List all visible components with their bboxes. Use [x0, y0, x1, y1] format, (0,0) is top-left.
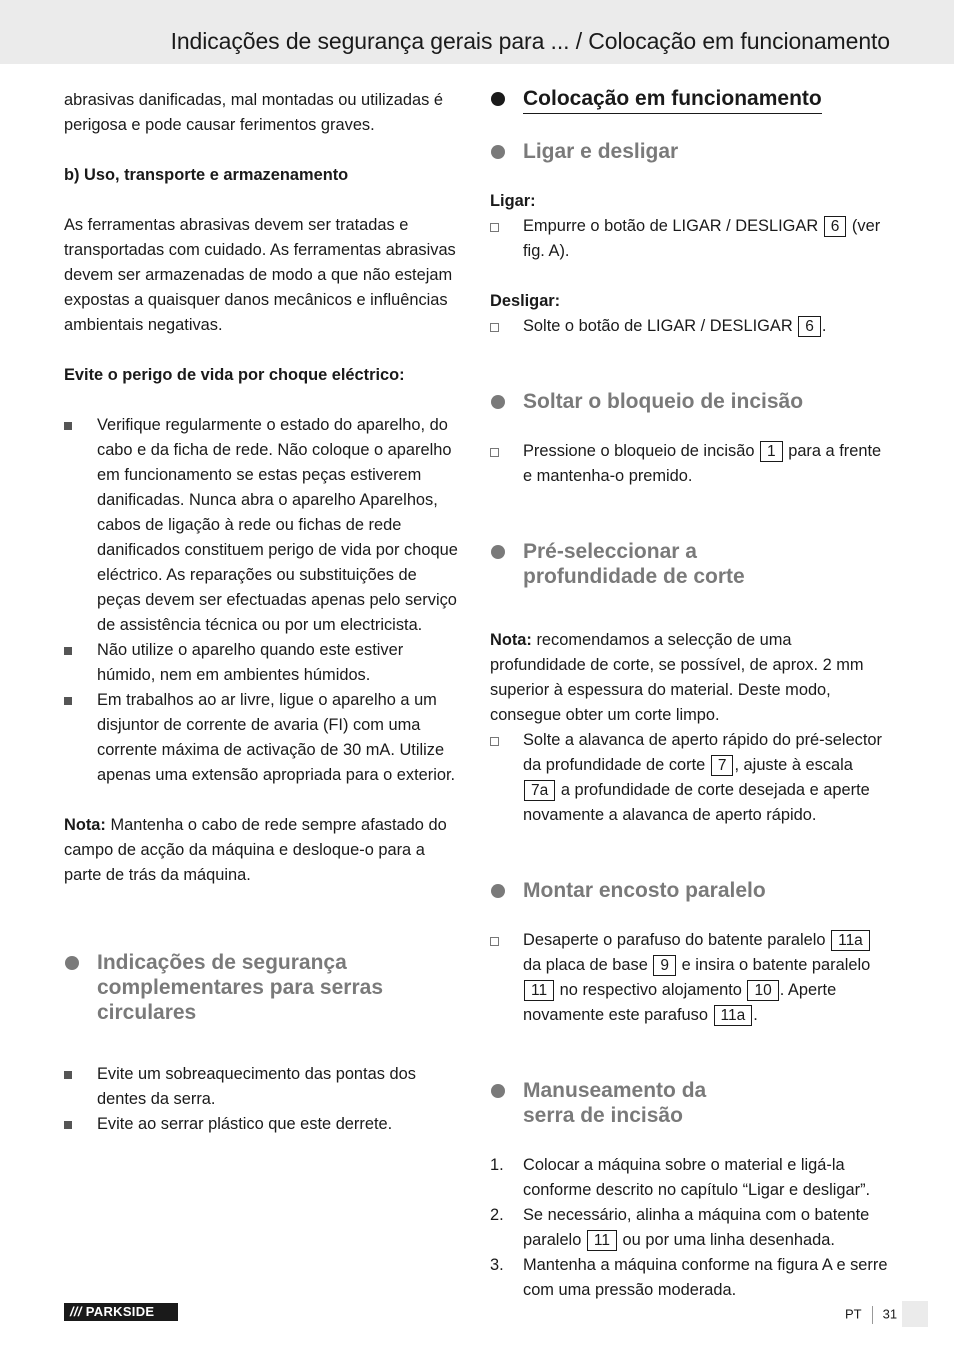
note-paragraph [64, 813, 464, 888]
list-item-text: Evite ao serrar plástico que este derrete. [97, 1115, 393, 1133]
part-ref: 9 [653, 955, 676, 976]
brand-name: PARKSIDE [85, 1304, 155, 1319]
list-item [64, 413, 464, 638]
part-ref: 11a [714, 1005, 753, 1026]
text: no respectivo alojamento [559, 981, 742, 999]
square-bullet-icon [64, 697, 72, 705]
logo-stripes-icon: /// [70, 1304, 82, 1319]
square-bullet-icon [64, 1121, 72, 1129]
bullet-dot-icon [491, 395, 505, 409]
main-heading [490, 86, 890, 114]
part-ref: 11 [524, 980, 554, 1001]
list-item [64, 1062, 464, 1112]
text: a profundidade de corte desejada e aperte novamente a alavanca de aperto rápido. [523, 781, 870, 824]
section-heading-text: Soltar o bloqueio de incisão [523, 390, 804, 413]
text: Se necessário, alinha a máquina com o batente paralelo [523, 1206, 870, 1249]
checkbox-bullet-icon [490, 737, 499, 746]
list-item [490, 728, 890, 828]
text: Pressione o bloqueio de incisão [523, 442, 755, 460]
square-bullet-icon [64, 647, 72, 655]
note-text: Mantenha o cabo de rede sempre afastado do campo de acção da máquina e desloque-o para a parte de trás da máquina. [64, 816, 447, 884]
transport-paragraph: As ferramentas abrasivas devem ser tratadas e transportadas com cuidado. As ferramentas abrasivas devem ser armazenadas de modo a que não estejam expostas a quaisquer danos mecânicos e influências ambientais negativas. [64, 216, 456, 334]
bullet-dot-icon [491, 884, 505, 898]
list-item [64, 638, 464, 688]
right-column [490, 86, 890, 1303]
note-text: recomendamos a selecção de uma profundidade de corte, se possível, de aprox. 2 mm superior à espessura do material. Deste modo, consegue obter um corte limpo. [490, 631, 864, 724]
text: . [821, 317, 827, 335]
square-bullet-icon [64, 422, 72, 430]
numbered-item [490, 1203, 890, 1253]
text: da placa de base [523, 956, 648, 974]
checkbox-bullet-icon [490, 223, 499, 232]
section-heading-text: Ligar e desligar [523, 140, 679, 163]
list-item-text: Evite um sobreaquecimento das pontas dos dentes da serra. [97, 1065, 416, 1108]
part-ref: 7 [711, 755, 734, 776]
text: Empurre o botão de LIGAR / DESLIGAR [523, 217, 819, 235]
left-column [64, 86, 464, 1137]
intro-paragraph: abrasivas danificadas, mal montadas ou utilizadas é perigosa e pode causar ferimentos graves. [64, 91, 444, 134]
page-header [0, 0, 954, 64]
list-item [64, 688, 464, 788]
list-item [490, 439, 890, 489]
on-label: Ligar: [490, 192, 536, 210]
language-code: PT [845, 1306, 862, 1322]
text: , ajuste à escala [734, 756, 853, 774]
text: . [753, 1006, 758, 1024]
subheading-use-transport: b) Uso, transporte e armazenamento [64, 166, 349, 184]
part-ref: 6 [798, 316, 821, 337]
list-item [490, 314, 890, 339]
item-number: 3. [490, 1256, 504, 1274]
text: ou por uma linha desenhada. [622, 1231, 835, 1249]
section-heading-text: Pré-seleccionar a profundidade de corte [523, 540, 745, 588]
part-ref: 11a [831, 930, 870, 951]
list-item [490, 928, 890, 1028]
text: . Aperte novamente este parafuso [523, 981, 837, 1024]
section-heading-text: Montar encosto paralelo [523, 879, 766, 902]
square-bullet-icon [64, 1071, 72, 1079]
page-title: Indicações de segurança gerais para ... / Colocação em funcionamento [170, 28, 890, 54]
checkbox-bullet-icon [490, 323, 499, 332]
text: e insira o batente paralelo [681, 956, 871, 974]
list-item-text: Não utilize o aparelho quando este estiver húmido, nem em ambientes húmidos. [97, 641, 404, 684]
page-number: 31 [882, 1306, 898, 1322]
checkbox-bullet-icon [490, 448, 499, 457]
section-heading-text: Indicações de segurança complementares para serras circulares [97, 951, 383, 1024]
section-heading-handling [490, 1078, 890, 1128]
bullet-dot-icon [491, 1084, 505, 1098]
section-heading-plunge-lock [490, 389, 890, 414]
off-label: Desligar: [490, 292, 561, 310]
item-number: 2. [490, 1206, 504, 1224]
note-label: Nota: [64, 816, 106, 834]
divider [872, 1306, 873, 1324]
item-number: 1. [490, 1156, 504, 1174]
text: para a frente e mantenha-o premido. [523, 442, 882, 485]
text: Solte o botão de LIGAR / DESLIGAR [523, 317, 793, 335]
bullet-dot-icon [65, 956, 79, 970]
part-ref: 11 [587, 1230, 617, 1251]
list-item-text: Em trabalhos ao ar livre, ligue o aparelho a um disjuntor de corrente de avaria (FI) com uma corrente máxima de activação de 30 mA. Utilize apenas uma extensão apropriada para o exterior. [97, 691, 456, 784]
bullet-dot-icon [491, 545, 505, 559]
text: Desaperte o parafuso do batente paralelo [523, 931, 826, 949]
section-heading-cut-depth [490, 539, 890, 589]
depth-note [490, 628, 890, 728]
section-heading-text: Manuseamento da serra de incisão [523, 1079, 707, 1127]
note-label: Nota: [490, 631, 532, 649]
part-ref: 1 [760, 441, 783, 462]
part-ref: 7a [524, 780, 555, 801]
list-item [64, 1112, 464, 1137]
list-item [490, 214, 890, 264]
section-heading-parallel-fence [490, 878, 890, 903]
page-indicator [845, 1306, 897, 1324]
list-item-text: Verifique regularmente o estado do aparelho, do cabo e da ficha de rede. Não coloque o aparelho em funcionamento se estas peças estiverem danificadas. Nunca abra o aparelho Aparelhos, cabos de ligação à rede ou fichas de rede danificados constituem perigo de vida por choque eléctrico. As reparações ou substituições de peças devem ser efectuadas apenas pelo serviço de assistência técnica ou por um electricista. [97, 416, 458, 634]
main-heading-text: Colocação em funcionamento [523, 86, 822, 114]
numbered-item [490, 1153, 890, 1203]
text: Mantenha a máquina conforme na figura A e serre com uma pressão moderada. [523, 1256, 888, 1299]
text: Solte a alavanca de aperto rápido do pré-selector da profundidade de corte [523, 731, 883, 774]
numbered-item [490, 1253, 890, 1303]
bullet-dot-icon [491, 145, 505, 159]
text: (ver fig. A). [523, 217, 881, 260]
parkside-logo [64, 1303, 178, 1321]
shock-heading: Evite o perigo de vida por choque eléctrico: [64, 366, 405, 384]
checkbox-bullet-icon [490, 937, 499, 946]
section-heading-circular-saws [64, 950, 464, 1025]
page-corner-tab [902, 1301, 928, 1327]
part-ref: 6 [824, 216, 847, 237]
section-heading-on-off [490, 139, 890, 164]
bullet-dot-icon [491, 92, 505, 106]
part-ref: 10 [747, 980, 778, 1001]
text: Colocar a máquina sobre o material e ligá-la conforme descrito no capítulo “Ligar e desligar”. [523, 1156, 871, 1199]
